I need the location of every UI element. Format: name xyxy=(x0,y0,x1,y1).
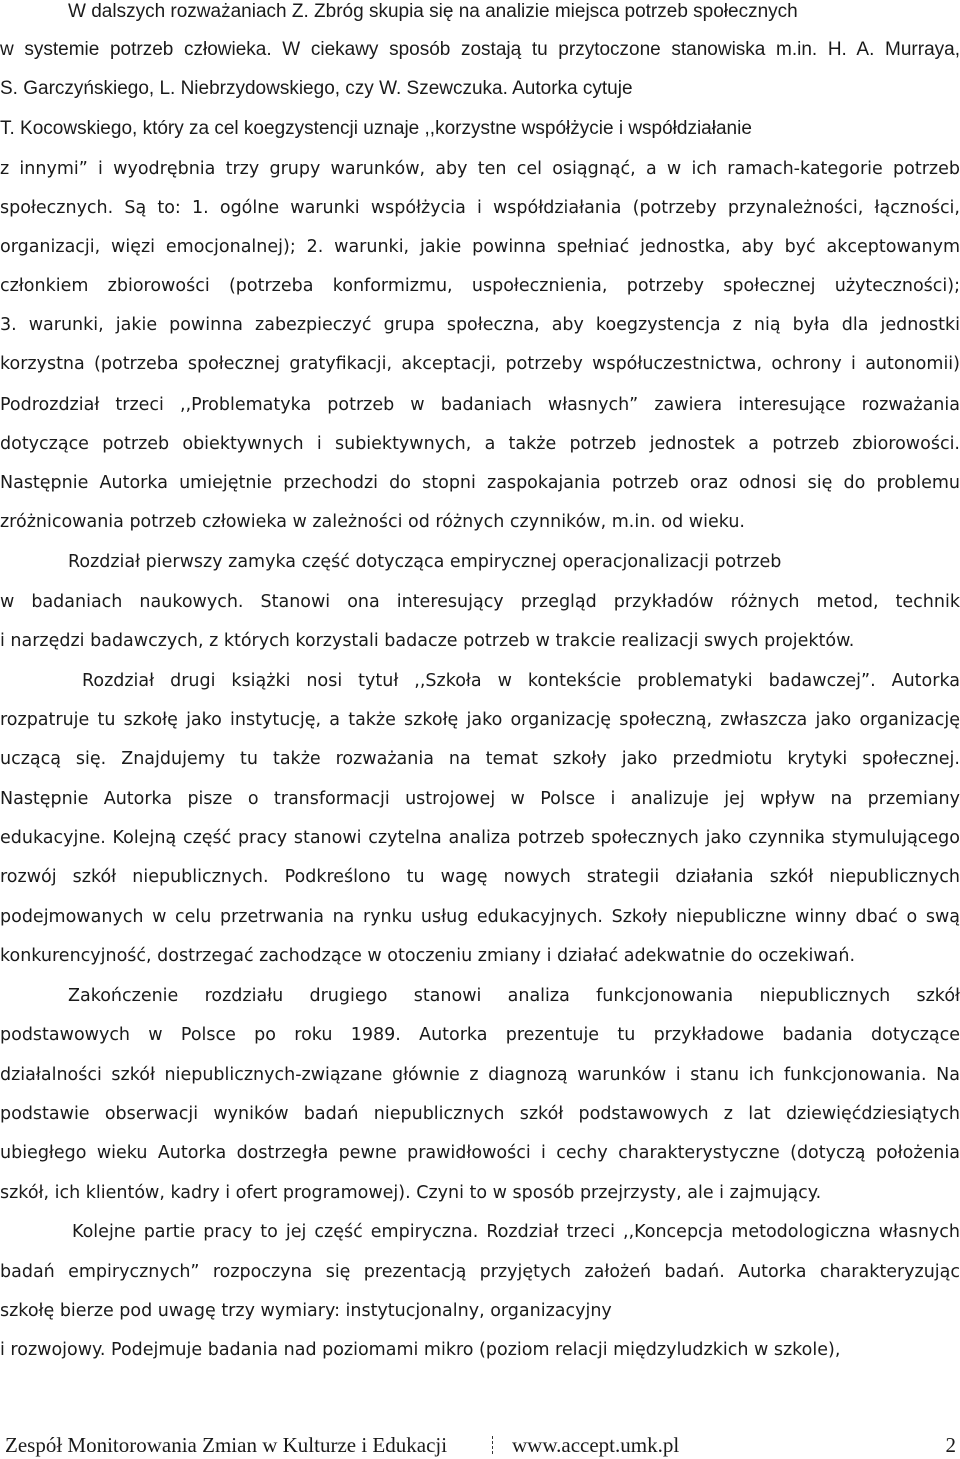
text-line: Kolejne partie pracy to jej część empiryczna. Rozdział trzeci ,,Koncepcja metodologiczna własnych xyxy=(72,1222,960,1242)
text-line: edukacyjne. Kolejną część pracy stanowi czytelna analiza potrzeb społecznych jako czynnika stymulującego xyxy=(0,828,960,848)
text-line: S. Garczyńskiego, L. Niebrzydowskiego, czy W. Szewczuka. Autorka cytuje xyxy=(0,78,633,99)
page-number: 2 xyxy=(945,1433,956,1457)
text-line: i rozwojowy. Podejmuje badania nad poziomami mikro (poziom relacji międzyludzkich w szkole), xyxy=(0,1340,841,1360)
footer-divider xyxy=(492,1436,493,1454)
text-line: podstawie obserwacji wyników badań niepublicznych szkół podstawowych z lat dziewięćdziesiątych xyxy=(0,1104,960,1124)
text-line: 3. warunki, jakie powinna zabezpieczyć grupa społeczna, aby koegzystencja z nią była dla jednostki xyxy=(0,315,960,335)
text-line: Następnie Autorka pisze o transformacji ustrojowej w Polsce i analizuje jej wpływ na przemiany xyxy=(0,789,960,809)
text-line: szkół, ich klientów, kadry i ofert programowej). Czyni to w sposób przejrzysty, ale i zajmujący. xyxy=(0,1183,822,1203)
text-line: rozwój szkół niepublicznych. Podkreślono tu wagę nowych strategii działania szkół niepublicznych xyxy=(0,867,960,887)
text-line: podejmowanych w celu przetrwania na rynku usług edukacyjnych. Szkoły niepubliczne winny dbać o swą xyxy=(0,907,960,927)
text-line: korzystna (potrzeba społecznej gratyfikacji, akceptacji, potrzeby współuczestnictwa, ochrony i autonomii) xyxy=(0,354,960,374)
text-line: z innymi” i wyodrębnia trzy grupy warunków, aby ten cel osiągnąć, a w ich ramach-kategorie potrzeb xyxy=(0,159,960,179)
text-line: rozpatruje tu szkołę jako instytucję, a także szkołę jako organizację społeczną, zwłaszcza jako organizację xyxy=(0,710,960,730)
text-line: szkołę bierze pod uwagę trzy wymiary: instytucjonalny, organizacyjny xyxy=(0,1301,612,1321)
text-line: i narzędzi badawczych, z których korzystali badacze potrzeb w trakcie realizacji swych projektów. xyxy=(0,631,855,651)
text-line: ubiegłego wieku Autorka dostrzegła pewne prawidłowości i cechy charakterystyczne (dotyczą położenia xyxy=(0,1143,960,1163)
text-line: organizacji, więzi emocjonalnej); 2. warunki, jakie powinna spełniać jednostka, aby być akceptowanym xyxy=(0,237,960,257)
footer-title: Zespół Monitorowania Zmian w Kulturze i Edukacji xyxy=(5,1433,448,1457)
text-line: członkiem zbiorowości (potrzeba konformizmu, uspołecznienia, potrzeby społecznej użyteczności); xyxy=(0,276,960,296)
text-line: Następnie Autorka umiejętnie przechodzi do stopni zaspokajania potrzeb oraz odnosi się do problemu xyxy=(0,473,960,493)
page-footer xyxy=(0,1431,960,1459)
text-line: Rozdział pierwszy zamyka część dotycząca empirycznej operacjonalizacji potrzeb xyxy=(68,552,782,572)
text-line: T. Kocowskiego, który za cel koegzystencji uznaje ,,korzystne współżycie i współdziałanie xyxy=(0,118,752,139)
text-line: społecznych. Są to: 1. ogólne warunki współżycia i współdziałania (potrzeby przynależności, łączności, xyxy=(0,198,960,218)
text-line: uczącą się. Znajdujemy tu także rozważania na temat szkoły jako przedmiotu krytyki społecznej. xyxy=(0,749,960,769)
text-line: Podrozdział trzeci ,,Problematyka potrzeb w badaniach własnych” zawiera interesujące rozważania xyxy=(0,395,960,415)
text-line: badań empirycznych” rozpoczyna się prezentacją przyjętych założeń badań. Autorka charakteryzując xyxy=(0,1262,960,1282)
footer-url[interactable]: www.accept.umk.pl xyxy=(512,1433,680,1457)
text-line: konkurencyjność, dostrzegać zachodzące w otoczeniu zmiany i działać adekwatnie do oczekiwań. xyxy=(0,946,856,966)
text-line: Zakończenie rozdziału drugiego stanowi analiza funkcjonowania niepublicznych szkół xyxy=(68,986,960,1006)
text-line: Rozdział drugi książki nosi tytuł ,,Szkoła w kontekście problematyki badawczej”. Autorka xyxy=(82,671,960,691)
text-line: zróżnicowania potrzeb człowieka w zależności od różnych czynników, m.in. od wieku. xyxy=(0,512,745,532)
text-line: w badaniach naukowych. Stanowi ona interesujący przegląd przykładów różnych metod, technik xyxy=(0,592,960,612)
text-line: dotyczące potrzeb obiektywnych i subiektywnych, a także potrzeb jednostek a potrzeb zbiorowości. xyxy=(0,434,960,454)
text-line: w systemie potrzeb człowieka. W ciekawy sposób zostają tu przytoczone stanowiska m.in. H. A. Murraya, xyxy=(0,39,960,60)
text-line: działalności szkół niepublicznych-związane głównie z diagnozą warunków i stanu ich funkcjonowania. Na xyxy=(0,1065,960,1085)
text-line: podstawowych w Polsce po roku 1989. Autorka prezentuje tu przykładowe badania dotyczące xyxy=(0,1025,960,1045)
text-line: W dalszych rozważaniach Z. Zbróg skupia się na analizie miejsca potrzeb społecznych xyxy=(68,1,798,22)
